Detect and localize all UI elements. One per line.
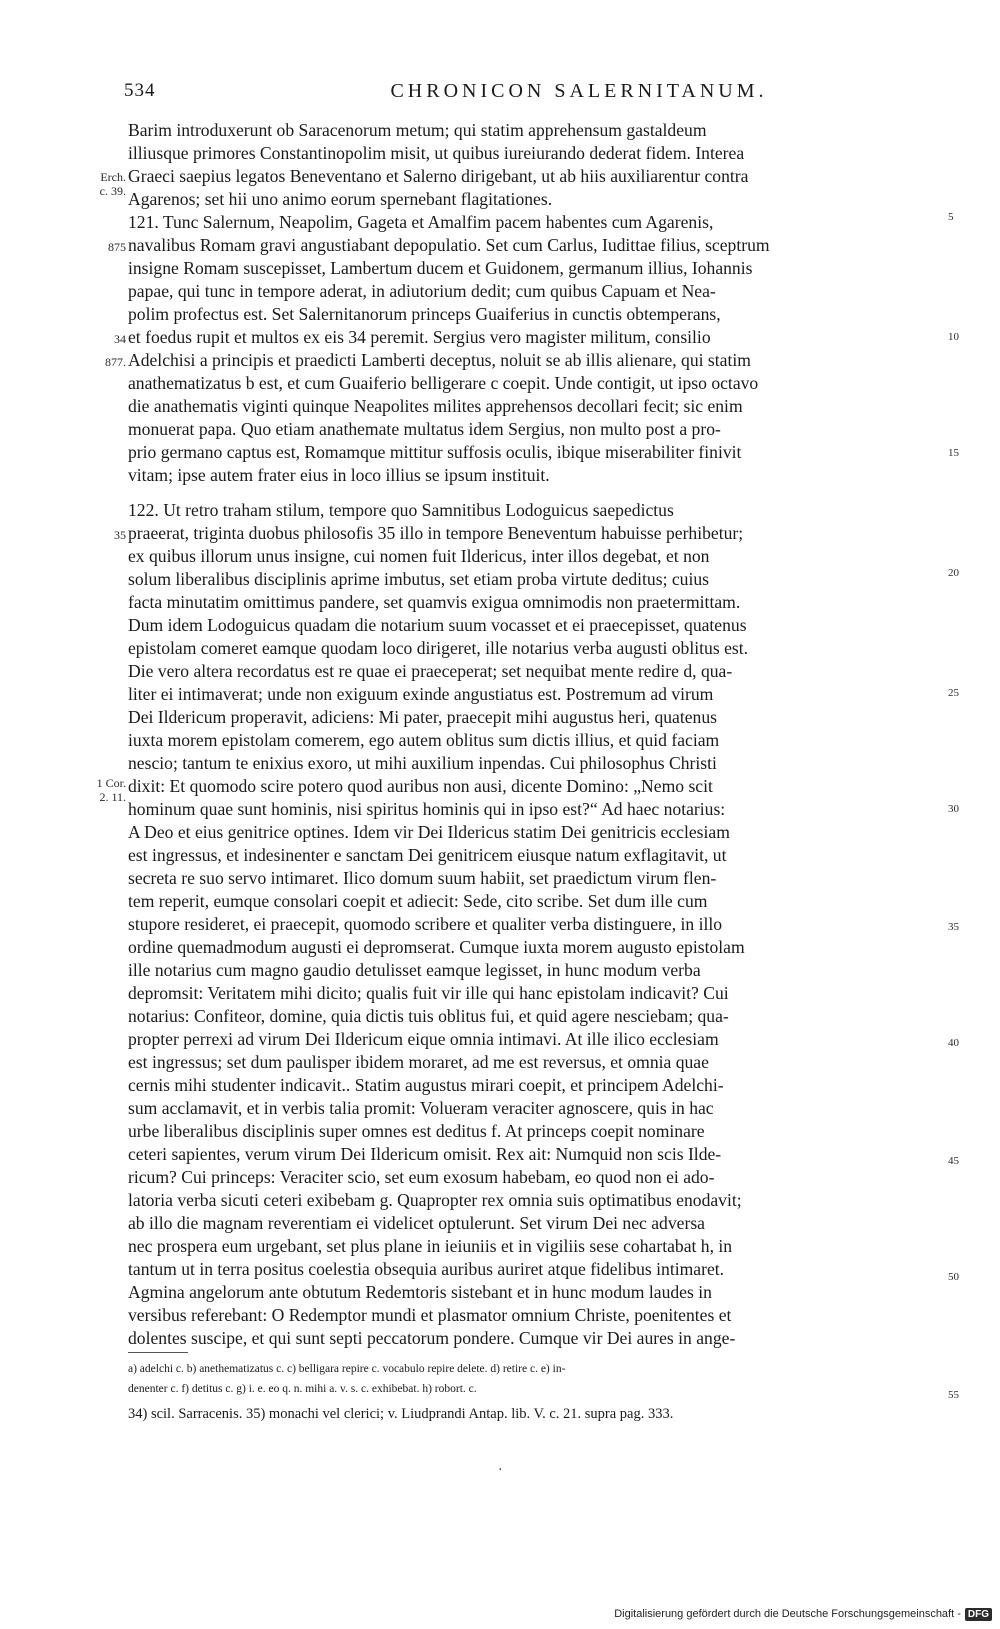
footnote-line: 34) scil. Sarracenis. 35) monachi vel clerici; v. Liudprandi Antap. lib. V. c. 21. supra pag. 333. (128, 1406, 674, 1422)
text-line: liter ei intimaverat; unde non exiguum exinde angustiatus est. Postremum ad virum (128, 684, 714, 704)
text-line: 122. Ut retro traham stilum, tempore quo Samnitibus Lodoguicus saepedictus (128, 500, 674, 520)
text-line: Agarenos; set hii uno animo eorum spernebant flagitationes. (128, 189, 553, 209)
footer-text: Digitalisierung gefördert durch die Deutsche Forschungsgemeinschaft - (614, 1608, 961, 1620)
text-line: ceteri sapientes, verum virum Dei Ildericum omisit. Rex ait: Numquid non scis Ilde- (128, 1144, 722, 1164)
text-line: tantum ut in terra positus coelestia obsequia auribus auriret atque fidelibus intimaret. (128, 1259, 725, 1279)
page-header (124, 80, 914, 110)
margin-note: 1 Cor. (96, 776, 126, 790)
text-line: ordine quemadmodum augusti ei depromserat. Cumque iuxta morem augusto epistolam (128, 937, 745, 957)
text-line: anathematizatus b est, et cum Guaiferio belligerare c coepit. Unde contigit, ut ipso octavo (128, 373, 759, 393)
text-line: sum acclamavit, et in verbis talia promit: Volueram veraciter agnoscere, quis in hac (128, 1098, 714, 1118)
line-number: 35 (948, 921, 959, 933)
text-line: Graeci saepius legatos Beneventano et Salerno dirigebant, ut ab hiis auxiliarentur contra (128, 166, 749, 186)
text-line: ab illo die magnam reverentiam ei videlicet optulerunt. Set virum Dei nec adversa (128, 1213, 705, 1233)
text-line: A Deo et eius genitrice optines. Idem vir Dei Ildericus statim Dei genitricis ecclesiam (128, 822, 730, 842)
text-line: ricum? Cui princeps: Veraciter scio, set eum exosum habebam, eo quod non ei ado- (128, 1167, 715, 1187)
text-line: versibus referebant: O Redemptor mundi et plasmator omnium Christe, poenitentes et (128, 1305, 732, 1325)
text-line: Adelchisi a principis et praedicti Lamberti deceptus, noluit se ab illis alienare, qui statim (128, 350, 751, 370)
text-line: Die vero altera recordatus est re quae ei praeceperat; set nequibat mente redire d, qua- (128, 661, 733, 681)
text-line: facta minutatim omittimus pandere, set quamvis exigua omnimodis non praetermittam. (128, 592, 741, 612)
text-line: navalibus Romam gravi angustiabant depopulatio. Set cum Carlus, Iudittae filius, sceptrum (128, 235, 770, 255)
text-line: papae, qui tunc in tempore aderat, in adiutorium dedit; cum quibus Capuam et Nea- (128, 281, 716, 301)
text-line: 121. Tunc Salernum, Neapolim, Gageta et Amalfim pacem habentes cum Agarenis, (128, 212, 714, 232)
margin-note: 2. 11. (99, 790, 126, 804)
text-line: latoria verba sicuti ceteri exibebam g. Quapropter rex omnia suis optimatibus enodavit; (128, 1190, 742, 1210)
margin-note: 877. (105, 355, 126, 369)
text-line: Dum idem Lodoguicus quadam die notarium suum vocasset et ei praecepisset, quatenus (128, 615, 747, 635)
margin-note: 34 (114, 332, 126, 346)
line-number: 30 (948, 803, 959, 815)
text-line: ex quibus illorum unus insigne, cui nomen fuit Ildericus, inter illos degebat, et non (128, 546, 710, 566)
stray-mark: · (498, 1463, 503, 1478)
text-line: polim profectus est. Set Salernitanorum princeps Guaiferius in cunctis obtemperans, (128, 304, 721, 324)
text-line: ille notarius cum magno gaudio detulisset eamque legisset, in hunc modum verba (128, 960, 701, 980)
margin-note: Erch. (100, 170, 126, 184)
text-line: die anathematis viginti quinque Neapolites milites apprehensos decollari fecit; sic enim (128, 396, 743, 416)
text-line: urbe liberalibus disciplinis super omnes est deditus f. At princeps coepit nominare (128, 1121, 705, 1141)
text-line: stupore resideret, ei praecepit, quomodo scribere et qualiter verba distinguere, in illo (128, 914, 723, 934)
text-line: dolentes suscipe, et qui sunt septi peccatorum pondere. Cumque vir Dei aures in ange- (128, 1328, 736, 1348)
text-line: vitam; ipse autem frater eius in loco illius se ipsum instituit. (128, 465, 550, 485)
text-line: iuxta morem epistolam comerem, ego autem oblitus sum dictis illius, et quid faciam (128, 730, 720, 750)
text-line: dixit: Et quomodo scire potero quod auribus non ausi, dicente Domino: „Nemo scit (128, 776, 713, 796)
text-line: hominum quae sunt hominis, nisi spiritus hominis qui in ipso est?“ Ad haec notarius: (128, 799, 726, 819)
footnote-line: a) adelchi c. b) anethematizatus c. c) belligara repire c. vocabulo repire delete. d) retire c. e) in- (128, 1363, 566, 1375)
text-line: depromsit: Veritatem mihi dicito; qualis fuit vir ille qui hanc epistolam indicavit? Cui (128, 983, 729, 1003)
line-number: 40 (948, 1037, 959, 1049)
text-line: propter perrexi ad virum Dei Ildericum eique omnia intimavi. At ille ilico ecclesiam (128, 1029, 719, 1049)
text-line: notarius: Confiteor, domine, quia dictis tuis oblitus fui, et quid agere nesciebam; qua- (128, 1006, 729, 1026)
line-number: 45 (948, 1155, 959, 1167)
text-line: illiusque primores Constantinopolim misit, ut quibus iureiurando dederat fidem. Interea (128, 143, 745, 163)
margin-note: 875 (108, 240, 126, 254)
text-line: monuerat papa. Quo etiam anathemate multatus idem Sergius, non multo post a pro- (128, 419, 721, 439)
text-line: et foedus rupit et multos ex eis 34 peremit. Sergius vero magister militum, consilio (128, 327, 711, 347)
text-line: epistolam comeret eamque quodam loco dirigeret, ille notarius verba augusti oblitus est. (128, 638, 749, 658)
text-line: Dei Ildericum properavit, adiciens: Mi pater, praecepit mihi augustus heri, quatenus (128, 707, 717, 727)
digitization-footer (614, 1605, 992, 1623)
text-line: solum liberalibus disciplinis aprime imbutus, set etiam proba virtute deditus; cuius (128, 569, 709, 589)
text-line: nec prospera eum urgebant, set plus plane in ieiuniis et in vigiliis sese cohartabat h, in (128, 1236, 733, 1256)
text-line: praeerat, triginta duobus philosofis 35 illo in tempore Beneventum habuisse perhibetur; (128, 523, 744, 543)
margin-note: c. 39. (99, 184, 126, 198)
text-line: Barim introduxerunt ob Saracenorum metum; qui statim apprehensum gastaldeum (128, 120, 707, 140)
text-line: nescio; tantum te enixius exoro, ut mihi auxilium inpendas. Cui philosophus Christi (128, 753, 717, 773)
line-number: 50 (948, 1271, 959, 1283)
line-number: 10 (948, 331, 959, 343)
line-number: 55 (948, 1389, 959, 1401)
text-line: cernis mihi studenter indicavit.. Statim augustus mirari coepit, et principem Adelchi- (128, 1075, 724, 1095)
text-line: secreta re suo servo intimaret. Ilico domum suum habiit, set praedictum virum flen- (128, 868, 717, 888)
text-line: insigne Romam suscepisset, Lambertum ducem et Guidonem, germanum illius, Iohannis (128, 258, 753, 278)
line-number: 15 (948, 447, 959, 459)
page-number: 534 (124, 80, 156, 101)
running-title: CHRONICON SALERNITANUM. (390, 80, 768, 102)
footnote-rule (128, 1352, 188, 1353)
text-line: tem reperit, eumque consolari coepit et adiecit: Sede, cito scribe. Set dum ille cum (128, 891, 708, 911)
dfg-logo: DFG (965, 1608, 992, 1621)
line-number: 25 (948, 687, 959, 699)
line-number: 5 (948, 211, 954, 223)
text-line: est ingressus, et indesinenter e sanctam Dei genitricem eiusque natum exflagitavit, ut (128, 845, 727, 865)
text-line: Agmina angelorum ante obtutum Redemtoris sistebant et in hunc modum laudes in (128, 1282, 712, 1302)
footnote-line: denenter c. f) detitus c. g) i. e. eo q. n. mihi a. v. s. c. exhibebat. h) robort. c. (128, 1383, 477, 1395)
text-line: prio germano captus est, Romamque mittitur suffosis oculis, ibique miserabiliter finivit (128, 442, 742, 462)
text-line: est ingressus; set dum paulisper ibidem moraret, ad me est reversus, et omnia quae (128, 1052, 709, 1072)
margin-note: 35 (114, 528, 126, 542)
line-number: 20 (948, 567, 959, 579)
